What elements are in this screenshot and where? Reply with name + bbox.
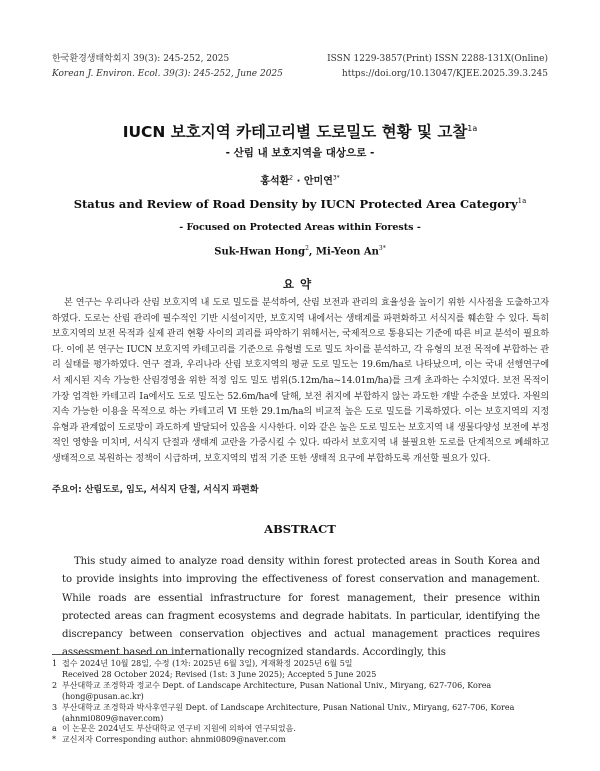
title-english <box>0 197 600 211</box>
authors-korean <box>0 172 600 187</box>
footnote <box>52 735 552 746</box>
author-2-ko-mark: 3* <box>332 174 340 182</box>
abstract-heading-korean: 요약 <box>282 277 318 291</box>
keywords-label: 주요어: <box>52 485 82 495</box>
title-korean <box>0 120 600 142</box>
footnote <box>52 670 552 681</box>
footnote-mark: 1 <box>52 659 58 668</box>
footnote-text: 접수 2024년 10월 28일, 수정 (1차: 2025년 6월 3일), 게재확정 2025년 6월 5일 <box>62 659 353 668</box>
footnote <box>52 659 552 670</box>
footnote <box>52 703 552 725</box>
issn: ISSN 1229-3857(Print) ISSN 2288-131X(Online) <box>327 54 548 64</box>
footnote <box>52 681 552 703</box>
title-english-footnote-mark: 1a <box>517 197 527 206</box>
footnote-mark: * <box>52 735 56 745</box>
author-1-en-mark: 2 <box>305 245 309 252</box>
doi-link[interactable]: https://doi.org/10.13047/KJEE.2025.39.3.245 <box>341 69 548 79</box>
subtitle-korean: - 산림 내 보호지역을 대상으로 - <box>225 147 375 159</box>
journal-header-right <box>327 52 548 82</box>
journal-citation-en: Korean J. Environ. Ecol. 39(3): 245-252, June 2025 <box>52 69 283 79</box>
title-korean-text: IUCN 보호지역 카테고리별 도로밀도 현황 및 고찰 <box>122 123 468 141</box>
footnote-text: 교신저자 Corresponding author: ahnmi0809@naver.com <box>62 735 286 745</box>
subtitle-english: - Focused on Protected Areas within Forests - <box>179 222 421 233</box>
footnote-mark: a <box>52 724 57 734</box>
footnote-mark: 3 <box>52 702 58 712</box>
footnote-text: Received 28 October 2024; Revised (1st: 3 June 2025); Accepted 5 June 2025 <box>62 669 377 679</box>
abstract-heading-english: ABSTRACT <box>264 522 336 536</box>
author-1-ko-mark: 2 <box>289 174 294 182</box>
author-1-ko: 홍석환 <box>260 176 290 187</box>
author-1-en: Suk-Hwan Hong <box>214 246 306 258</box>
footnote-text: 이 논문은 2024년도 부산대학교 연구비 지원에 의하여 연구되었음. <box>62 724 296 734</box>
author-2-en-mark: 3* <box>378 245 386 252</box>
abstract-body-korean: 본 연구는 우리나라 산림 보호지역 내 도로 밀도를 분석하여, 산림 보전과 관리의 효율성을 높이기 위한 시사점을 도출하고자 하였다. 도로는 산림 관리에 필수적인 기반 시설이지만, 보호지역 내에서는 생태계를 파편화하고 서식지를 훼손할 수 있다. 특히 보호지역의 보전 목적과 실제 관리 현황 사이의 괴리를 파악하기 위해서는, 국제적으로 통용되는 기준에 따른 비교 분석이 필요하다. 이에 본 연구는 IUCN 보호지역 카테고리를 기준으로 유형별 도로 밀도 차이를 분석하고, 각 유형의 보전 목적에 부합하는 관리 실태를 평가하였다. 연구 결과, 우리나라 산림 보호지역의 평균 도로 밀도는 19.6m/ha로 나타났으며, 이는 국내 선행연구에서 제시된 지속 가능한 산림경영을 위한 적정 임도 밀도 범위(5.12m/ha~14.01m/ha)를 크게 초과하는 수치였다. 보전 목적이 가장 엄격한 카테고리 Ⅰa에서도 도로 밀도는 52.6m/ha에 달해, 보전 취지에 부합하지 않는 과도한 개발 수준을 보였다. 자원의 지속 가능한 이용을 목적으로 하는 카테고리 Ⅵ 또한 29.1m/ha의 비교적 높은 도로 밀도를 기록하였다. 이는 보호지역의 지정 유형과 관계없이 도로망이 과도하게 발달되어 있음을 시사한다. 이와 같은 높은 도로 밀도는 보호지역 내 생물다양성 보전에 부정적인 영향을 미치며, 서식지 단절과 생태계 교란을 가중시킬 수 있다. 따라서 보호지역 내 불필요한 도로를 단계적으로 폐쇄하고 생태적으로 복원하는 정책이 시급하며, 보호지역의 법적 기준 또한 생태적 요구에 부합하도록 개선할 필요가 있다. <box>52 298 549 464</box>
title-korean-footnote-mark: 1a <box>467 123 478 133</box>
footnote <box>52 724 552 735</box>
keywords-korean <box>52 482 549 495</box>
journal-header-left <box>52 52 283 82</box>
title-english-text: Status and Review of Road Density by IUCN Protected Area Category <box>73 197 518 211</box>
author-2-ko: 안미연 <box>303 176 333 187</box>
footnote-divider <box>52 654 182 655</box>
footnotes <box>52 659 552 746</box>
footnote-text: 부산대학교 조경학과 박사후연구원 Dept. of Landscape Architecture, Pusan National Univ., Miryang, 627-706, Korea (ahnmi0809@naver.com) <box>62 702 515 723</box>
author-separator-ko: · <box>293 176 304 187</box>
journal-citation-ko: 한국환경생태학회지 39(3): 245-252, 2025 <box>52 54 230 64</box>
keywords-list: 산림도로, 임도, 서식지 단절, 서식지 파편화 <box>84 485 259 495</box>
author-separator-en: , <box>308 246 316 258</box>
author-2-en: Mi-Yeon An <box>315 246 379 258</box>
authors-english <box>0 245 600 257</box>
abstract-body-english: This study aimed to analyze road density within forest protected areas in South Korea and to provide insights into improving the effectiveness of forest conservation and management. While roads are essential infrastructure for forest management, their presence within protected areas can fragment ecosystems and degrade habitats. In particular, identifying the discrepancy between conservation objectives and actual management practices requires assessment based on internationally recognized standards. Accordingly, this <box>62 556 540 659</box>
footnote-text: 부산대학교 조경학과 정교수 Dept. of Landscape Architecture, Pusan National Univ., Miryang, 627-706, Korea (hong@pusan.ac.kr) <box>62 680 492 701</box>
footnote-mark: 2 <box>52 680 58 690</box>
